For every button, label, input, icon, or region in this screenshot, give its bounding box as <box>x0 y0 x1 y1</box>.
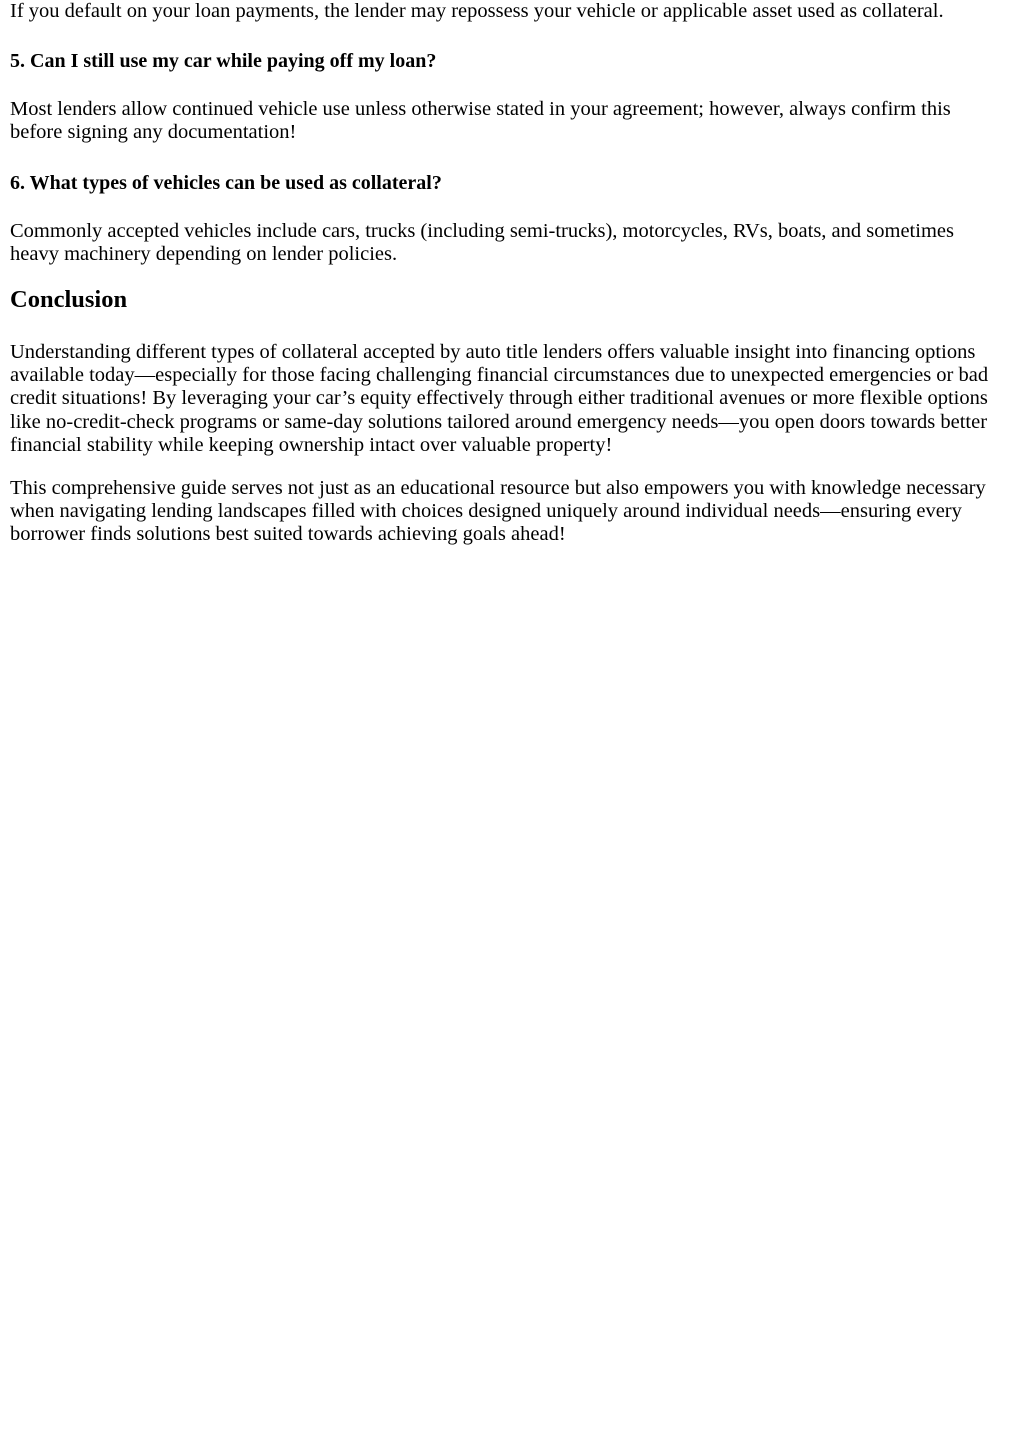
faq-question-6: 6. What types of vehicles can be used as collateral? <box>10 171 442 194</box>
conclusion-paragraph-1: Understanding different types of collateral accepted by auto title lenders offers valuable insight into financing options available today—especially for those facing challenging financial circumstances due to unexpected emergencies or bad credit situations! By leveraging your car’s equity effectively through either traditional avenues or more flexible options like no-credit-check programs or same-day solutions tailored around emergency needs—you open doors towards better financial stability while keeping ownership intact over valuable property! <box>10 341 989 456</box>
conclusion-heading: Conclusion <box>10 286 128 314</box>
conclusion-paragraph-2: This comprehensive guide serves not just as an educational resource but also empowers you with knowledge necessary when navigating lending landscapes filled with choices designed uniquely around individual needs—ensuring every borrower finds solutions best suited towards achieving goals ahead! <box>10 477 986 546</box>
faq-answer-6: Commonly accepted vehicles include cars, trucks (including semi-trucks), motorcycles, RVs, boats, and sometimes heavy machinery depending on lender policies. <box>10 219 954 265</box>
article-content <box>10 0 1000 547</box>
intro-paragraph: If you default on your loan payments, the lender may repossess your vehicle or applicable asset used as collateral. <box>10 0 944 22</box>
faq-question-5: 5. Can I still use my car while paying off my loan? <box>10 50 437 73</box>
faq-answer-5: Most lenders allow continued vehicle use unless otherwise stated in your agreement; however, always confirm this before signing any documentation! <box>10 98 951 144</box>
